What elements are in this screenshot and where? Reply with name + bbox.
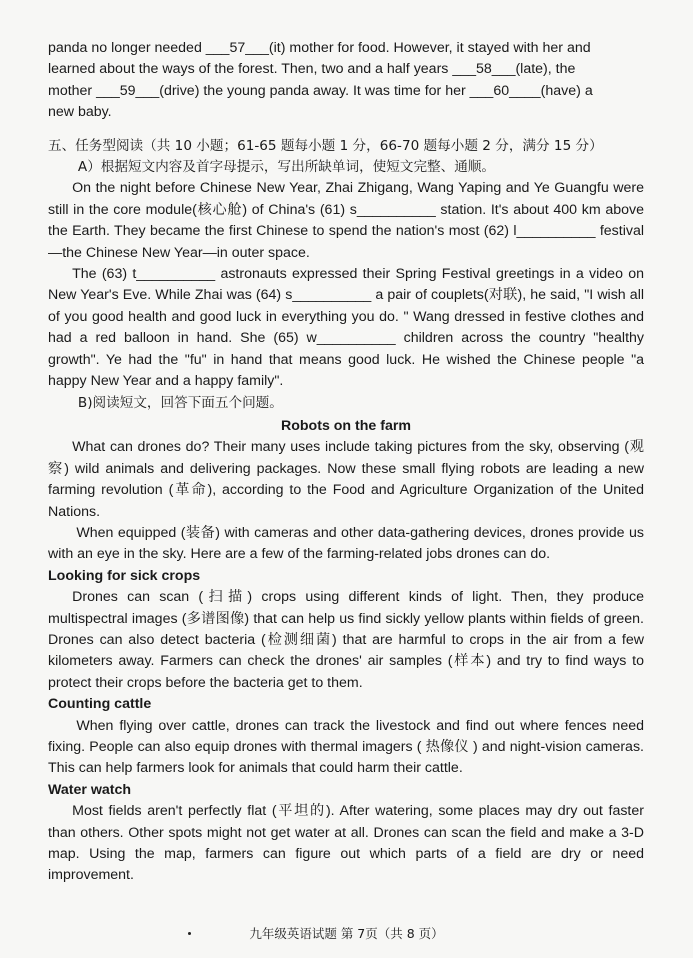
part-b-instruction: B)阅读短文，回答下面五个问题。 — [77, 394, 283, 411]
article-paragraph: When flying over cattle, drones can track the livestock and find out where fences need fixing. People can also equip drones with thermal imagers ( 热像仪 ) and night-vision cameras. This can help farmers look for animals that could harm their cattle. — [48, 717, 644, 777]
page-content — [48, 38, 644, 887]
passage-line: learned about the ways of the forest. Then, two and a half years ___58___(late), the — [48, 61, 576, 78]
passage-line: panda no longer needed ___57___(it) mother for food. However, it stayed with her and — [48, 40, 591, 56]
subheading-counting-cattle: Counting cattle — [48, 696, 152, 713]
article-title: Robots on the farm — [280, 417, 412, 434]
article-paragraph: What can drones do? Their many uses include taking pictures from the sky, observing (观察) wild animals and delivering packages. Now these small flying robots are leading a new farming revolution (革命), according to the Food and Agriculture Organization of the United Nations. — [48, 439, 644, 520]
part-a-paragraph: The (63) t__________ astronauts expressed their Spring Festival greetings in a video on New Year's Eve. While Zhai was (64) s__________ a pair of couplets(对联), he said, "I wish all of you good health and good luck in everything you do. " Wang dressed in festive clothes and had a red balloon in hand. She (65) w__________ children across the country "healthy growth". Ye had the "fu" in hand that means good luck. He wished the Chinese people "a happy New Year and a happy family". — [48, 266, 644, 390]
article-paragraph: Most fields aren't perfectly flat (平坦的). After watering, some places may dry out faster than others. Other spots might not get water at all. Drones can scan the field and make a 3-D map. Using the map, farmers can figure out which parts of a field are dry or need improvement. — [48, 803, 644, 884]
passage-line: mother ___59___(drive) the young panda away. It was time for her ___60____(have) a — [48, 82, 593, 99]
part-a-paragraph: On the night before Chinese New Year, Zhai Zhigang, Wang Yaping and Ye Guangfu were still in the core module(核心舱) of China's (61) s__________ station. It's about 400 km above the Earth. They became the first Chinese to spend the nation's most (62) l__________ festival—the Chinese New Year—in outer space. — [48, 180, 644, 261]
passage-line: new baby. — [48, 104, 112, 121]
part-a-instruction: A）根据短文内容及首字母提示，写出所缺单词，使短文完整、通顺。 — [77, 159, 496, 176]
page-footer: 九年级英语试题 第 7页（共 8 页） — [249, 926, 444, 941]
article-paragraph: When equipped (装备) with cameras and other data-gathering devices, drones provide us with an eye in the sky. Here are a few of the farming-related jobs drones can do. — [48, 524, 644, 563]
subheading-water-watch: Water watch — [48, 781, 132, 798]
subheading-sick-crops: Looking for sick crops — [48, 567, 201, 584]
section-heading: 五、任务型阅读（共 10 小题；61-65 题每小题 1 分，66-70 题每小题 2 分，满分 15 分） — [48, 137, 603, 154]
article-paragraph: Drones can scan (扫描) crops using different kinds of light. Then, they produce multispectral images (多谱图像) that can help us find sickly yellow plants within fields of green. Drones can also detect bacteria (检测细菌) that are harmful to crops in the air from a few kilometers away. Farmers can check the drones' air samples (样本) and try to find ways to protect their crops before the bacteria get to them. — [48, 589, 644, 691]
